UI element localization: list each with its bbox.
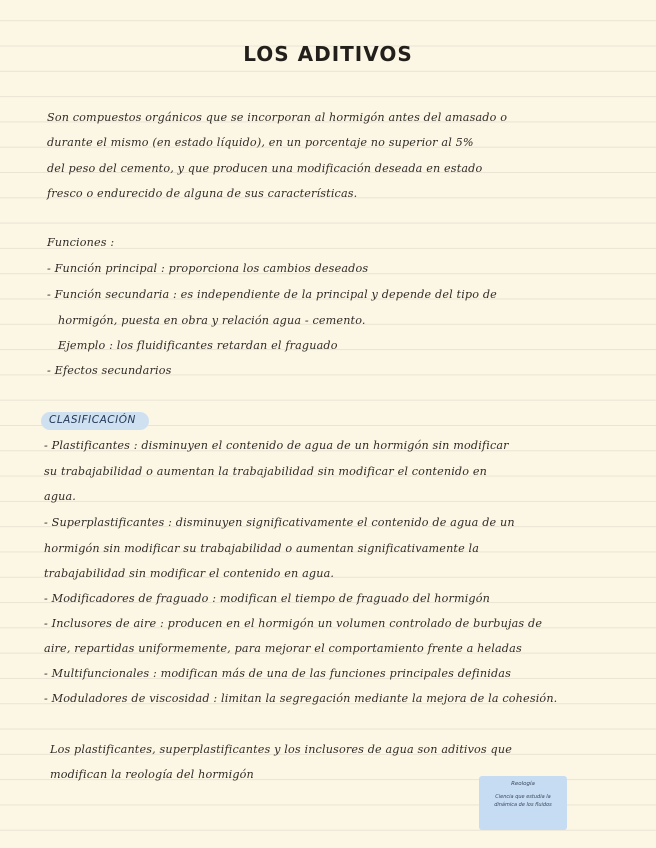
classification-line: agua.: [44, 490, 77, 503]
functions-line: - Función principal : proporciona los cambios deseados: [47, 262, 369, 275]
note-title: Reología: [511, 781, 535, 787]
classification-line: - Superplastificantes : disminuyen significativamente el contenido de agua de un: [44, 516, 515, 529]
classification-line: - Plastificantes : disminuyen el contenido de agua de un hormigón sin modificar: [44, 439, 509, 452]
functions-line: - Función secundaria : es independiente de la principal y depende del tipo de: [47, 288, 497, 301]
intro-line: Son compuestos orgánicos que se incorporan al hormigón antes del amasado o: [47, 111, 508, 124]
classification-line: trabajabilidad sin modificar el contenido en agua.: [44, 567, 335, 580]
sticky-note: [479, 776, 567, 830]
note-body: Ciencia que estudia la dinámica de los fluidos: [494, 794, 552, 808]
classification-line: hormigón sin modificar su trabajabilidad o aumentan significativamente la: [44, 542, 480, 555]
functions-heading: Funciones :: [47, 236, 115, 249]
intro-line: del peso del cemento, y que producen una modificación deseada en estado: [47, 162, 483, 175]
conclusion-line: modifican la reología del hormigón: [50, 768, 254, 781]
intro-line: fresco o endurecido de alguna de sus características.: [47, 187, 358, 200]
intro-line: durante el mismo (en estado líquido), en un porcentaje no superior al 5%: [47, 136, 474, 149]
functions-line: hormigón, puesta en obra y relación agua - cemento.: [58, 314, 366, 327]
functions-line: - Efectos secundarios: [47, 364, 172, 377]
classification-line: - Multifuncionales : modifican más de una de las funciones principales definidas: [44, 667, 511, 680]
classification-highlight: [41, 412, 149, 430]
classification-line: aire, repartidas uniformemente, para mejorar el comportamiento frente a heladas: [44, 642, 522, 655]
conclusion-line: Los plastificantes, superplastificantes y los inclusores de agua son aditivos que: [50, 743, 512, 756]
classification-heading: CLASIFICACIÓN: [49, 414, 136, 426]
classification-line: - Moduladores de viscosidad : limitan la segregación mediante la mejora de la cohesión.: [44, 692, 558, 705]
example-line: Ejemplo : los fluidificantes retardan el fraguado: [58, 339, 338, 352]
classification-line: - Modificadores de fraguado : modifican el tiempo de fraguado del hormigón: [44, 592, 490, 605]
page-title: LOS ADITIVOS: [243, 42, 413, 66]
classification-line: - Inclusores de aire : producen en el hormigón un volumen controlado de burbujas de: [44, 617, 543, 630]
classification-line: su trabajabilidad o aumentan la trabajabilidad sin modificar el contenido en: [44, 465, 487, 478]
